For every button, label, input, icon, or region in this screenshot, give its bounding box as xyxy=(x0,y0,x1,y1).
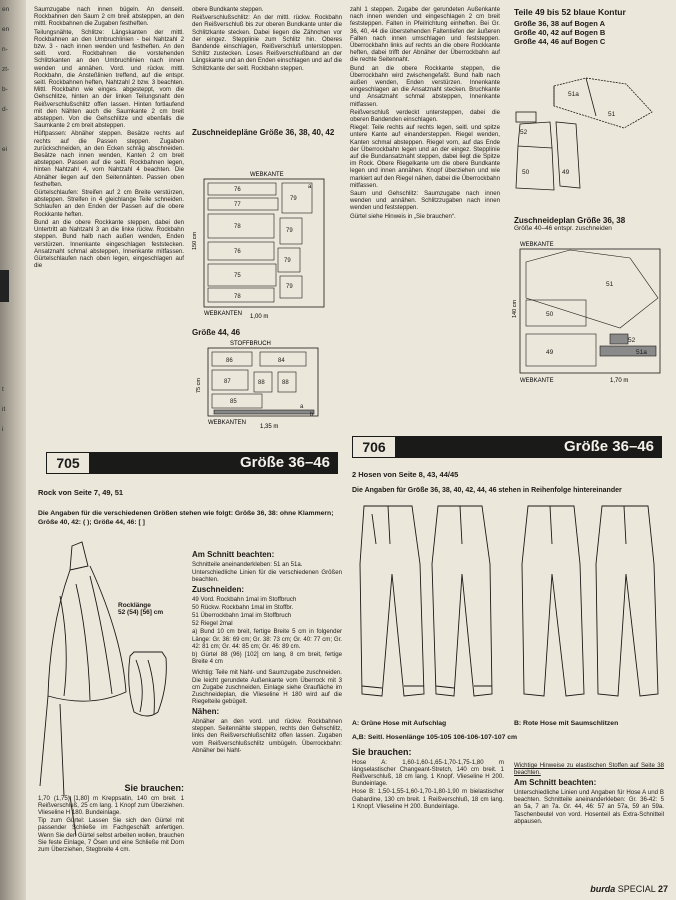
gutter-fragment: ei xyxy=(2,146,8,153)
plan-b-piece: 86 xyxy=(226,358,233,364)
plan-a-piece: 76 xyxy=(234,187,241,193)
paragraph: Hüftpassen: Abnäher steppen. Besätze rechts auf rechts auf die Passen steppen. Zugaben zurückschneiden, an den Ecken schräg abschneiden. Besätze nach innen wenden, Kanten 2 cm breit absteppen. Passen auf die seitl. Rockbahnen legen, hinten Nahtzahl 4, vorn Nahtzahl 4 beachten. Die Abnäher liegen auf den Seitennähten. Passen oben festheften. xyxy=(34,130,184,188)
paragraph: Reißverschluß verdeckt untersteppen, dabei die oberen Bandenden einschlagen. xyxy=(350,108,500,124)
section-706-material-column xyxy=(352,746,504,811)
piece-label: 51 xyxy=(608,111,616,118)
section-706-am-schnitt-text: Unterschiedliche Linien und Angaben für Hose A und B beachten. Schnitteile aneinanderkleben: Gr. 36-42: 5 an 5a, 7 an 7a. Gr. 44, 46: 57 an 57a, 59 an 59a. Taschenbeutel von vord. Hosenteil als Extra-Schnitteil abpausen. xyxy=(514,788,664,825)
plan-a-width: 1,00 m xyxy=(250,314,269,320)
section-705-header xyxy=(46,452,338,474)
cutting-plan-c-heading xyxy=(514,216,669,232)
gutter-fragment: n- xyxy=(2,46,8,53)
pieces-heading xyxy=(514,6,664,46)
gutter-fragment: d- xyxy=(2,106,8,113)
trousers-illustration xyxy=(352,504,664,714)
size-sheet-c: Größe 44, 46 auf Bogen C xyxy=(514,36,606,46)
section-706-hinweis: Wichtige Hinweise zu elastischen Stoffen auf Seite 38 beachten. xyxy=(514,762,664,777)
section-706-am-schnitt: Am Schnitt beachten: xyxy=(514,778,597,788)
piece-label: 51a xyxy=(568,91,579,98)
gutter-fragment: i xyxy=(2,426,4,433)
plan-c-piece: 51a xyxy=(636,349,647,356)
plan-a-bottom-label: WEBKANTEN xyxy=(204,311,243,317)
size-sheet-b: Größe 40, 42 auf Bogen B xyxy=(514,27,606,37)
section-705-am-schnitt: Am Schnitt beachten: xyxy=(192,550,275,559)
plan-a-piece: 79 xyxy=(284,258,291,264)
page-number: 27 xyxy=(657,884,668,894)
zuschneiden-line: 51 Überrockbahn 1mal im Stoffbruch xyxy=(192,612,292,620)
plan-a-top-label: WEBKANTE xyxy=(250,172,284,178)
section-705-sie-brauchen: Sie brauchen: xyxy=(124,783,184,793)
plan-b-bottom-label: WEBKANTEN xyxy=(208,420,247,426)
skirt-length-label xyxy=(118,602,163,616)
section-706-sie-brauchen: Sie brauchen: xyxy=(352,747,412,757)
am-schnitt-line: Schnitteile aneinanderkleben: 51 an 51a. xyxy=(192,560,303,568)
section-705-tipp: Tip zum Gürtel: Lassen Sie sich den Gürtel mit passender Schließe im Fachgeschäft anfertigen. Wenn Sie den Gürtel selbst arbeiten wollen, brauchen Sie feste Einlage, 7 Ösen und eine Schließe mit Dorn zum Überziehen, Stegbreite 4 cm. xyxy=(38,817,184,853)
cutting-plan-c xyxy=(510,238,670,388)
plan-b-top-label: STOFFBRUCH xyxy=(230,341,271,347)
gutter-fragment: zt- xyxy=(2,66,10,73)
cutting-plan-c-title: Zuschneideplan Größe 36, 38 xyxy=(514,216,626,225)
brand-special: SPECIAL xyxy=(617,884,656,894)
plan-c-bottom-label: WEBKANTE xyxy=(520,378,554,384)
plan-b-piece: 87 xyxy=(224,379,231,385)
plan-b-piece: 88 xyxy=(282,380,289,386)
piece-label: 49 xyxy=(562,169,570,176)
plan-a-piece: 78 xyxy=(234,294,241,300)
pattern-pieces-diagram xyxy=(514,76,669,200)
plan-b-piece: 88 xyxy=(258,380,265,386)
plan-c-piece: 51 xyxy=(606,281,614,288)
plan-a-piece: 77 xyxy=(234,202,241,208)
plan-a-piece: 75 xyxy=(234,273,241,279)
paragraph: Gürtel siehe Hinweis in „Sie brauchen“. xyxy=(350,212,456,220)
plan-c-piece: 52 xyxy=(628,337,636,344)
section-706-notes-column xyxy=(514,762,664,826)
section-706-header xyxy=(352,436,662,458)
cutting-plan-heading-a: Zuschneidepläne Größe 36, 38, 40, 42 xyxy=(192,128,335,137)
plan-c-top-label: WEBKANTE xyxy=(520,242,554,248)
brand-logo: burda xyxy=(590,884,616,894)
section-705-intro: Die Angaben für die verschiedenen Größen stehen wie folgt: Größe 36, 38: ohne Klammern; Größe 40, 42: ( ); Größe 44, 46: [ ] xyxy=(38,510,334,526)
paragraph: zahl 1 steppen. Zugabe der gerundeten Außenkante nach innen wenden und eingeschlagen 2 cm breit feststeppen. Falten in Pfeilrichtung einheften. Bei Gr. 36, 40, 44 die überstehenden Faltentiefen der äußeren Falten nach innen umschlagen und feststeppen. Überrockbahn links auf rechts an die obere Rockkante heften, dabei trifft der Abnäher der Überrockbahn auf die rechte Seitennaht. xyxy=(350,6,500,64)
zuschneiden-line: 52 Riegel 2mal xyxy=(192,620,233,628)
paragraph: Gürtelschlaufen: Streifen auf 2 cm Breite verstürzen, absteppen. Streifen in 4 gleichlange Teile schneiden. Schlaufen an den Enden der Passen auf die obere Rockkante heften. xyxy=(34,189,184,218)
skirt-length-value: 52 (54) [56] cm xyxy=(118,609,164,616)
section-705-wichtig: Wichtig: Teile mit Naht- und Saumzugabe zuschneiden. Die leicht gerundete Außenkante vom Überrock mit 3 cm Zugabe zuschneiden. Einlage siehe Graufläche im Zuschneideplan, die Vlieseline H 180 wird auf die Riegelteile gebügelt. xyxy=(192,669,342,706)
binding-gutter xyxy=(0,0,26,900)
plan-b-piece: 84 xyxy=(278,358,285,364)
zuschneiden-line: a) Bund 10 cm breit, fertige Breite 5 cm in folgender Länge: Gr. 36: 69 cm; Gr. 38: 73 cm; Gr. 40: 77 cm; Gr. 42: 81 cm; Gr. 44: 85 cm; Gr. 46: 89 cm. xyxy=(192,628,342,650)
section-705-naehen: Nähen: xyxy=(192,707,220,717)
cutting-plan-a xyxy=(190,170,342,320)
section-705-material: 1,70 (1,75) [1,80] m Kreppsatin, 140 cm breit. 1 Reißverschluß, 25 cm lang. 1 Knopf zum Überziehen. Vlieseline H 180. Bundeinlage. xyxy=(38,794,184,816)
trouser-length: A,B: Seitl. Hosenlänge 105-105 106-106-107-107 cm xyxy=(352,734,518,741)
paragraph: Teilungsnähte, Schlitze: Längskanten der mittl. Rockbahnen an den Umbruchlinien - bei Nahtzahl 2 bzw. 3 - nach innen wenden und festheften. An den seitl. vord. Rockbahnen die vorstehenden Schlitzkanten an den Umbruchlinien nach innen wenden und annähen. Vord. und rückw. mittl. Rockbahn, die Ansteßlinien treffend, auf die entspr. seitl. Rockbahnen heften, Nahtzahl 2 bzw. 3 beachten. Mittl. Rockbahn wie einges. abgesteppt, vom die Gehschlitze, hinten an der linken Teilungsnaht den Reißverschlußschlitz offen lassen. Hinten fortlaufend mit den Nähten auch die Saumkante 2 cm breit absteppen. Von die Gehschlitze und ebenfalls die Saumkante 2 cm breit absteppen. xyxy=(34,28,184,130)
zuschneiden-line: 49 Vord. Rockbahn 1mal im Stoffbruch xyxy=(192,595,297,603)
piece-label: 52 xyxy=(520,129,528,136)
section-706-hose-a: Hose A: 1,60-1,60-1,65-1,70-1,75-1,80 m längselastischer Changeant-Stretch, 140 cm breit. 1 Reißverschluß, 18 cm lang. 1 Knopf. Vlieseline H 200. Bundeinlage. xyxy=(352,758,504,788)
section-705-material-column xyxy=(38,782,184,854)
pieces-title: Teile 49 bis 52 blaue Kontur xyxy=(514,7,626,17)
paragraph: Riegel: Teile rechts auf rechts legen, seitl. und spitze untere Kante auf einandersteppen. Riegel wenden, Kanten schmal absteppen. Riegel vorn, auf das Ende der Überrockbahn legen und an der eingez. Stepplinie auf die Bundansatznaht steppen, dabei liegt die Spitze im Rock. Obere Riegelkante um die obere Bundkante legen und innen annähen. Knopf überziehen und wie markiert auf den Riegel nähen, dabei die Überrockbahn mitfassen. xyxy=(350,124,500,189)
section-705-size: Größe 36–46 xyxy=(239,454,330,471)
plan-b-height: 75 cm xyxy=(196,378,202,393)
plan-b-piece: b xyxy=(310,412,314,418)
section-706-number: 706 xyxy=(352,436,396,458)
section-706-hose-b: Hose B: 1,50-1,55-1,60-1,70-1,80-1,90 m bielastischer Gabardine, 130 cm breit. 1 Reißverschluß, 18 cm lang. 1 Knopf. Vlieseline H 200. Bundeinlage. xyxy=(352,788,504,810)
cutting-plan-c-subtitle: Größe 40–46 entspr. zuschneiden xyxy=(514,225,612,232)
zuschneiden-line: b) Gürtel 88 (96) [102] cm lang, 8 cm breit, fertige Breite 4 cm xyxy=(192,651,342,666)
plan-a-height: 150 cm xyxy=(192,231,198,250)
section-706-title: 2 Hosen von Seite 8, 43, 44/45 xyxy=(352,470,459,479)
paragraph: Saumzugabe nach innen bügeln. An denseitl. Rockbahnen den Saum 2 cm breit absteppen, an den mittl. Rockbahnen die Zugaben festheften. xyxy=(34,6,184,28)
text-column-2 xyxy=(192,6,342,73)
plan-a-piece: a xyxy=(308,184,312,190)
cutting-plan-heading-b: Größe 44, 46 xyxy=(192,328,241,337)
gutter-fragment: it xyxy=(2,406,6,413)
am-schnitt-line: Unterschiedliche Linien für die verschiedenen Größen beachten. xyxy=(192,568,342,583)
paragraph: obere Bundkante steppen. xyxy=(192,6,264,13)
plan-a-piece: 79 xyxy=(286,284,293,290)
gutter-fragment: en xyxy=(2,26,10,33)
zuschneiden-line: 50 Rückw. Rockbahn 1mal im Stoffbr. xyxy=(192,603,294,611)
trouser-label-b: B: Rote Hose mit Saumschlitzen xyxy=(514,720,619,727)
plan-a-piece: 79 xyxy=(286,228,293,234)
section-705-zuschneiden: Zuschneiden: xyxy=(192,585,245,595)
gutter-fragment: b- xyxy=(2,86,8,93)
section-706-size: Größe 36–46 xyxy=(563,438,654,455)
page-footer xyxy=(590,884,668,894)
section-705-number: 705 xyxy=(46,452,90,474)
size-sheet-a: Größe 36, 38 auf Bogen A xyxy=(514,18,605,28)
text-column-3 xyxy=(350,6,500,221)
piece-label: 50 xyxy=(522,169,530,176)
plan-c-width: 1,70 m xyxy=(610,378,629,384)
paragraph: Bund an die obere Rockkante steppen, die Überrockbahn wird zwischengefaßt. Bund halb nach außen wenden, Enden verstürzen. Innenkante eingeschlagen an die Ansatznaht stecken. Bruchkante und Ansatznaht schmal absteppen, Innenkante mitfassen. xyxy=(350,64,500,108)
plan-a-piece: 78 xyxy=(234,224,241,230)
plan-a-piece: 76 xyxy=(234,249,241,255)
gutter-black-mark xyxy=(0,270,9,302)
plan-c-piece: 50 xyxy=(546,311,554,318)
section-705-title: Rock von Seite 7, 49, 51 xyxy=(38,488,124,497)
paragraph: Reißverschlußschlitz: An der mittl. rückw. Rockbahn den Reißverschluß bis zur oberen Bundkante unter die Schlitzkante stecken. Dabei liegen die Zähnchen vor der eingez. Stepplinie zum Schlitz hin. Oberes Bandende einschlagen, Reißverschluß unterstoppen. Schlitz zustecken. Loses Reißverschlußband an der Längskante und an den Enden einschlagen und auf die Schlitzkante der seitl. Rockbahn steppen. xyxy=(192,14,342,72)
gutter-fragment: en xyxy=(2,6,10,13)
plan-c-height: 140 cm xyxy=(512,299,518,318)
plan-b-piece: 85 xyxy=(230,399,237,405)
section-705-instructions xyxy=(192,548,342,755)
paragraph: Bund an die obere Rockkante steppen, dabei den Untertritt ab Nahtzahl 3 an die linke rückw. Rockbahn steppen. Bund halb nach außen wenden, Enden verstürzen. Innenkante eingeschlagen feststecken. Ansatznaht schmal absteppen, Innenkante mitfassen. Gürtelschlaufen nach oben legen, eingeschlagen auf die xyxy=(34,218,184,270)
trouser-label-a: A: Grüne Hose mit Aufschlag xyxy=(352,720,447,727)
cutting-plan-b xyxy=(190,338,342,430)
section-705-naehen-text: Abnäher an den vord. und rückw. Rockbahnen steppen. Seitennähte steppen, rechts den Gehschlitz, links den Reißverschlußschlitz offen lassen. Zugaben vom Reißverschlußschlitz umbügeln. Überrockbahn: Abnäher bei Naht- xyxy=(192,717,342,754)
plan-b-piece: a xyxy=(300,404,304,410)
plan-a-piece: 79 xyxy=(290,196,297,202)
gutter-fragment: t xyxy=(2,386,4,393)
skirt-length-title: Rocklänge xyxy=(118,602,151,609)
section-706-intro: Die Angaben für Größe 36, 38, 40, 42, 44, 46 stehen in Reihenfolge hintereinander xyxy=(352,487,622,494)
plan-b-width: 1,35 m xyxy=(260,424,279,430)
plan-c-piece: 49 xyxy=(546,349,554,356)
text-column-1 xyxy=(34,6,184,270)
paragraph: Saum und Gehschlitz: Saumzugabe nach innen wenden und annähen. Schlitzzugaben nach innen wenden und feststeppen. xyxy=(350,190,500,212)
